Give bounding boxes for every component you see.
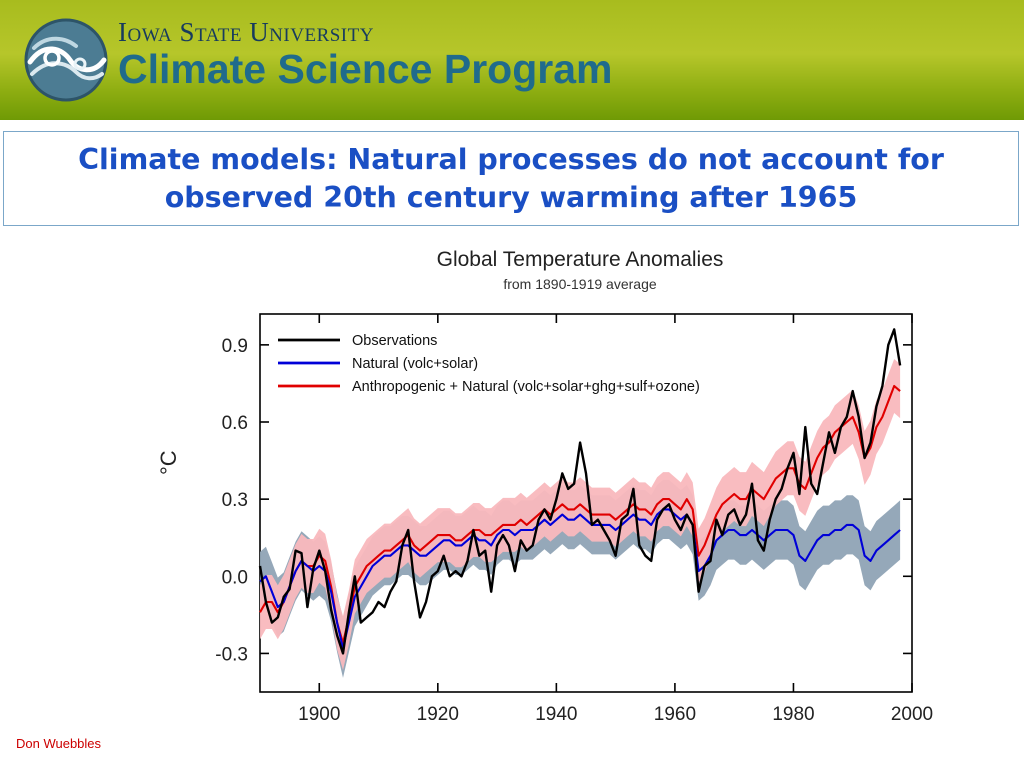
svg-text:Anthropogenic + Natural (volc+: Anthropogenic + Natural (volc+solar+ghg+sulf+ozone) [352,379,700,395]
slide-title-box [3,131,1019,226]
svg-text:1940: 1940 [535,704,578,725]
header-text [118,18,612,91]
svg-text:Natural (volc+solar): Natural (volc+solar) [352,356,479,372]
chart-subtitle: from 1890-1919 average [503,276,657,292]
author-credit: Don Wuebbles [16,736,102,751]
university-name: Iowa State University [118,17,374,47]
page-title-line1: Climate models: Natural processes do not account for [78,143,944,177]
svg-text:1920: 1920 [416,704,459,725]
svg-text:0.9: 0.9 [221,335,248,357]
program-name: Climate Science Program [118,46,613,93]
page-title-line2: observed 20th century warming after 1965 [164,180,858,214]
chart-title: Global Temperature Anomalies [436,248,724,271]
y-axis-label: °C [156,450,181,475]
temperature-anomaly-chart [150,300,940,740]
svg-text:0.6: 0.6 [221,413,248,434]
svg-text:-0.3: -0.3 [215,644,248,666]
swirl-globe-logo [18,12,114,108]
svg-text:0.0: 0.0 [221,567,248,589]
figure [150,248,940,748]
svg-text:1900: 1900 [298,704,341,725]
svg-text:1960: 1960 [653,704,697,725]
svg-text:Observations: Observations [352,333,438,349]
svg-text:0.3: 0.3 [221,490,248,512]
svg-text:1980: 1980 [772,704,815,725]
header-banner [0,0,1024,120]
page-title [64,141,958,215]
svg-text:2000: 2000 [890,704,934,725]
plot-area [150,300,940,740]
